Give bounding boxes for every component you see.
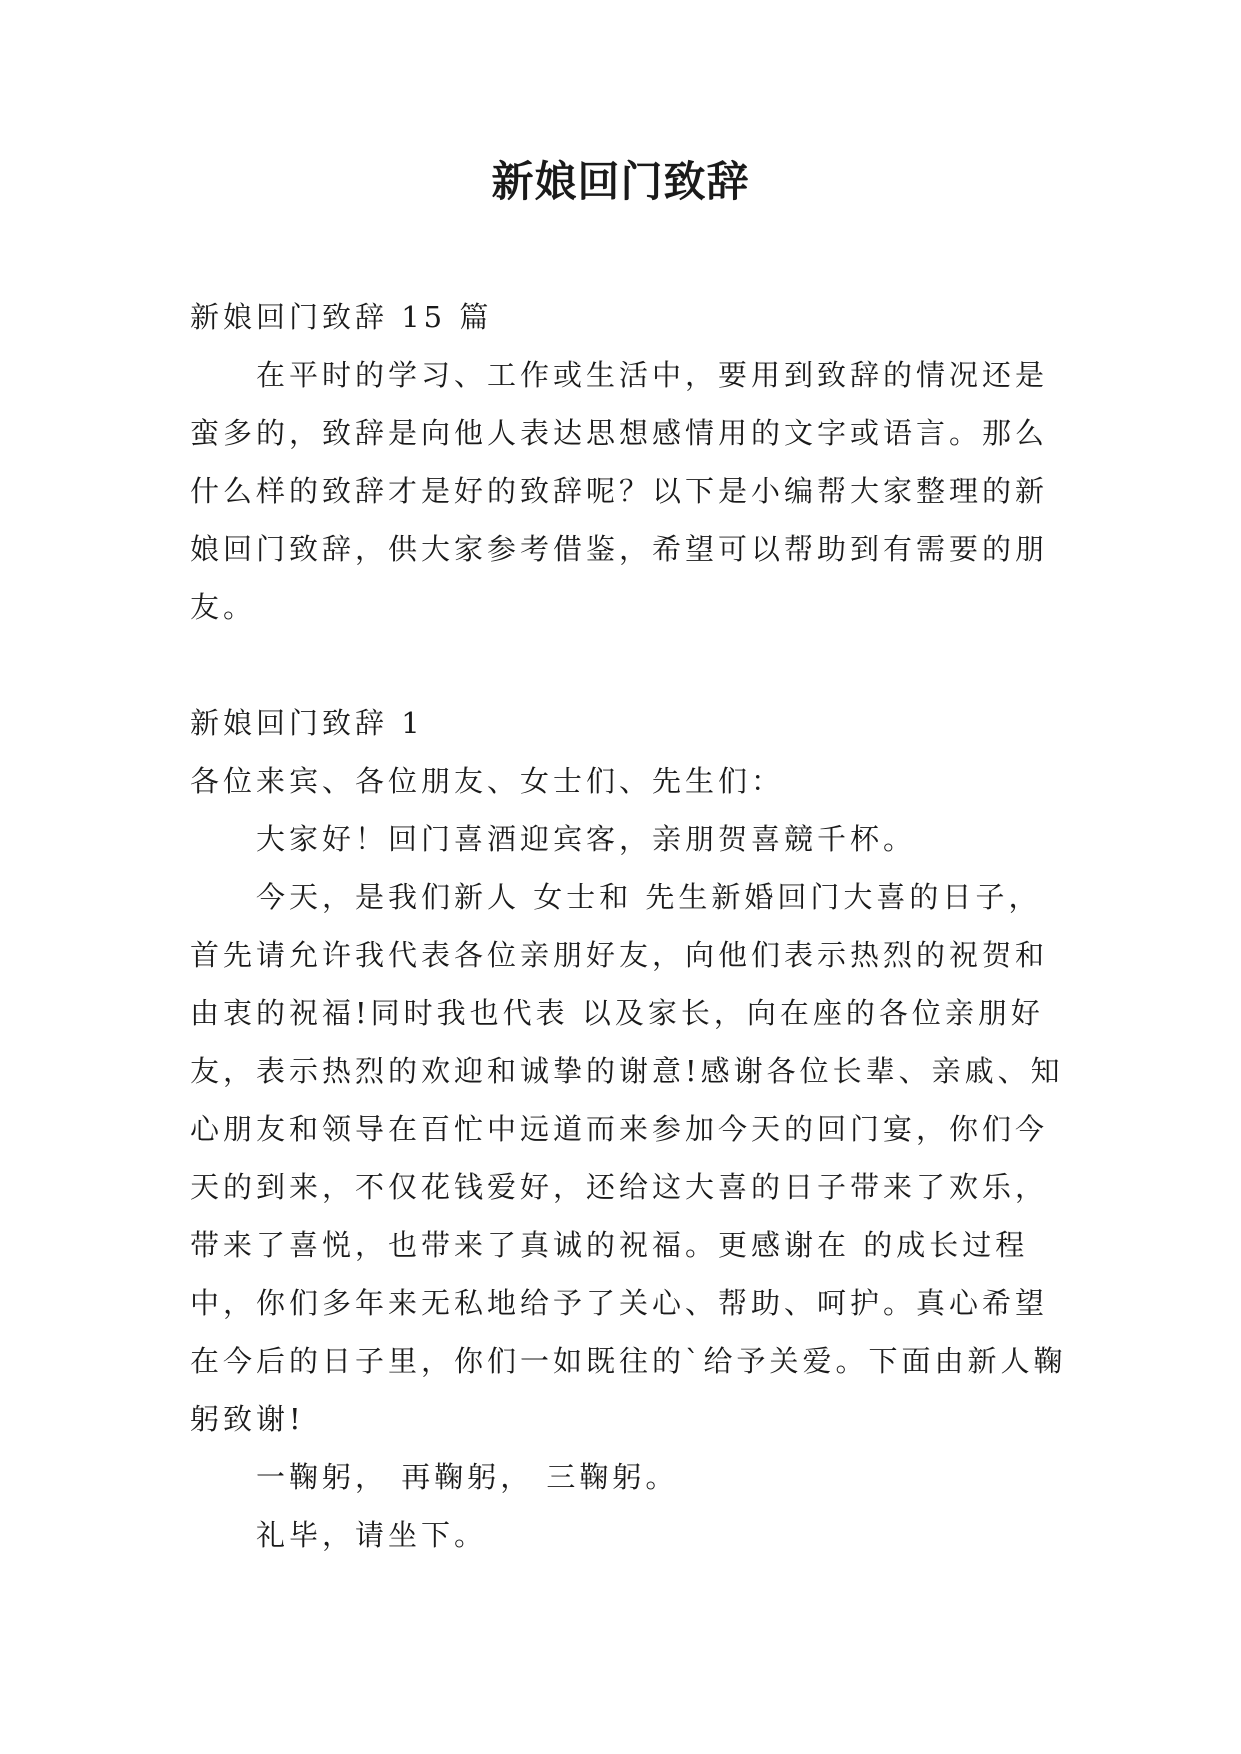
document-title: 新娘回门致辞	[491, 157, 750, 206]
bow-paragraph: 一鞠躬， 再鞠躬， 三鞠躬。	[256, 1460, 679, 1494]
document-body	[190, 288, 1070, 1564]
salutation-line: 各位来宾、各位朋友、女士们、先生们：	[190, 764, 785, 798]
speech-paragraph: 今天，是我们新人 女士和 先生新婚回门大喜的日子，首先请允许我代表各位亲朋好友，向他们表示热烈的祝贺和由衷的祝福!同时我也代表 以及家长，向在座的各位亲朋好友，表示热烈的欢迎和诚挚的谢意!感谢各位长辈、亲戚、知心朋友和领导在百忙中远道而来参加今天的回门宴，你们今天的到来，不仅花钱爱好，还给这大喜的日子带来了欢乐，带来了喜悦，也带来了真诚的祝福。更感谢在 的成长过程中，你们多年来无私地给予了关心、帮助、呵护。真心希望在今后的日子里，你们一如既往的`给予关爱。下面由新人鞠躬致谢!	[190, 880, 1067, 1436]
section-heading: 新娘回门致辞 1	[190, 706, 424, 740]
closing-paragraph: 礼毕，请坐下。	[256, 1518, 488, 1552]
document-subtitle: 新娘回门致辞 15 篇	[190, 300, 493, 334]
greeting-paragraph: 大家好！回门喜酒迎宾客，亲朋贺喜競千杯。	[256, 822, 917, 856]
section-spacer	[190, 636, 1070, 694]
intro-paragraph: 在平时的学习、工作或生活中，要用到致辞的情况还是蛮多的，致辞是向他人表达思想感情用的文字或语言。那么什么样的致辞才是好的致辞呢？以下是小编帮大家整理的新娘回门致辞，供大家参考借鉴，希望可以帮助到有需要的朋友。	[190, 358, 1049, 624]
